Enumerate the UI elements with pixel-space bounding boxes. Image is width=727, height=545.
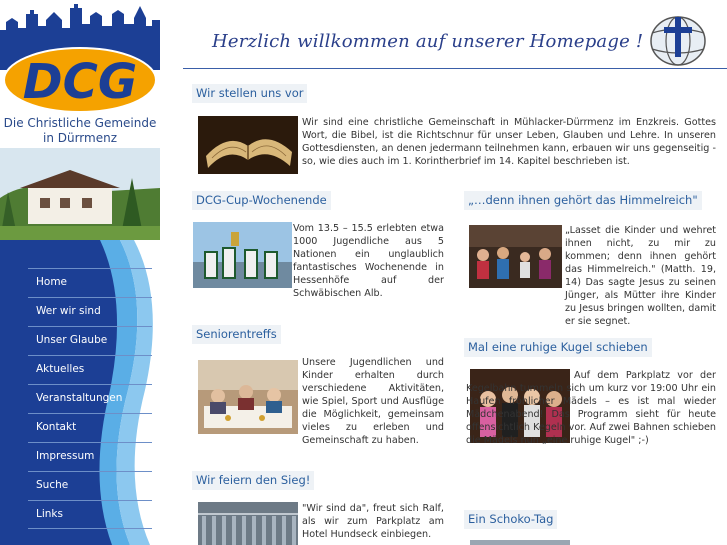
- section-text-kugel: Auf dem Parkplatz vor der Kegelbahn tummeln sich um kurz vor 19:00 Uhr ein Haufen fröhlicher Mädels – es ist mal wieder Mädchenabend! Das Programm sieht für heute offensichtlich Kegeln vor. Auf zwei Bahnen schieben die Mädels nun „eine ruhige Kugel" ;-): [466, 370, 716, 446]
- sidebar: [0, 0, 160, 545]
- cup-photo: [193, 222, 292, 288]
- nav-item-home[interactable]: Home: [28, 268, 152, 297]
- nav-item-impressum[interactable]: Impressum: [28, 442, 152, 471]
- nav-item-veranstaltungen[interactable]: Veranstaltungen: [28, 384, 152, 413]
- nav-item-links[interactable]: Links: [28, 500, 152, 529]
- stadium-photo: [198, 502, 298, 545]
- section-title-cup[interactable]: DCG-Cup-Wochenende: [192, 191, 331, 210]
- seniors-photo: [198, 360, 298, 434]
- section-title-kugel[interactable]: Mal eine ruhige Kugel schieben: [464, 338, 652, 357]
- tagline-line1: Die Christliche Gemeinde: [3, 116, 157, 130]
- section-text-himmelreich: „Lasset die Kinder und wehret ihnen nicht, zu mir zu kommen; denn ihnen gehört das Himmelreich." (Matth. 19, 14) Das sagte Jesus zu seinen Jünger, als Mütter ihre Kinder zu Jesus bringen wollten, damit er sie segnet.: [565, 225, 716, 327]
- logo[interactable]: [0, 0, 160, 115]
- section-title-senioren[interactable]: Seniorentreffs: [192, 325, 281, 344]
- nav-item-unser-glaube[interactable]: Unser Glaube: [28, 326, 152, 355]
- section-text-sieg: "Wir sind da", freut sich Ralf, als wir zum Parkplatz am Hotel Hundseck einbiegen.: [302, 503, 444, 540]
- section-text-vorstellen: Wir sind eine christliche Gemeinschaft in Mühlacker-Dürrmenz im Enzkreis. Gottes Wort, die Bibel, ist die Richtschnur für unser Leben, Glauben und Lehre. In unseren Gottesdiensten, an denen jedermann teilnehmen kann, erbauen wir uns gegenseitig - so, wie dies auch im 1. Korintherbrief im 14. Kapitel beschrieben ist.: [302, 117, 716, 167]
- nav-area: [0, 240, 160, 545]
- section-text-cup: Vom 13.5 – 15.5 erlebten etwa 1000 Jugendliche aus 5 Nationen ein unglaublich fantastisches Wochenende in Hessenhöfe auf der Schwäbischen Alb.: [293, 223, 444, 299]
- section-text-senioren: Unsere Jugendlichen und Kinder erhalten durch verschiedene Aktivitäten, wie Spiel, Sport und Ausflüge die Möglichkeit, gemeinsam vieles zu erleben und Gemeinschaft zu haben.: [302, 357, 444, 446]
- nav-item-suche[interactable]: Suche: [28, 471, 152, 500]
- header-divider: [183, 68, 727, 69]
- welcome-heading: Herzlich willkommen auf unserer Homepage !: [212, 31, 644, 52]
- nav-item-aktuelles[interactable]: Aktuelles: [28, 355, 152, 384]
- section-title-sieg[interactable]: Wir feiern den Sieg!: [192, 471, 314, 490]
- house-photo: [0, 148, 160, 240]
- bible-photo: [198, 116, 298, 174]
- nav-item-wer-wir-sind[interactable]: Wer wir sind: [28, 297, 152, 326]
- globe-logo-icon: [644, 11, 712, 67]
- logo-text: DCG: [22, 54, 138, 110]
- schoko-photo: [470, 540, 570, 545]
- section-title-schoko[interactable]: Ein Schoko-Tag: [464, 510, 557, 529]
- nav-item-kontakt[interactable]: Kontakt: [28, 413, 152, 442]
- tagline-line2: in Dürrmenz: [42, 131, 118, 145]
- section-title-vorstellen[interactable]: Wir stellen uns vor: [192, 84, 307, 103]
- main-nav: [28, 268, 152, 529]
- section-title-himmelreich[interactable]: „…denn ihnen gehört das Himmelreich": [464, 191, 702, 210]
- children-photo: [469, 225, 562, 288]
- tagline: [0, 114, 160, 148]
